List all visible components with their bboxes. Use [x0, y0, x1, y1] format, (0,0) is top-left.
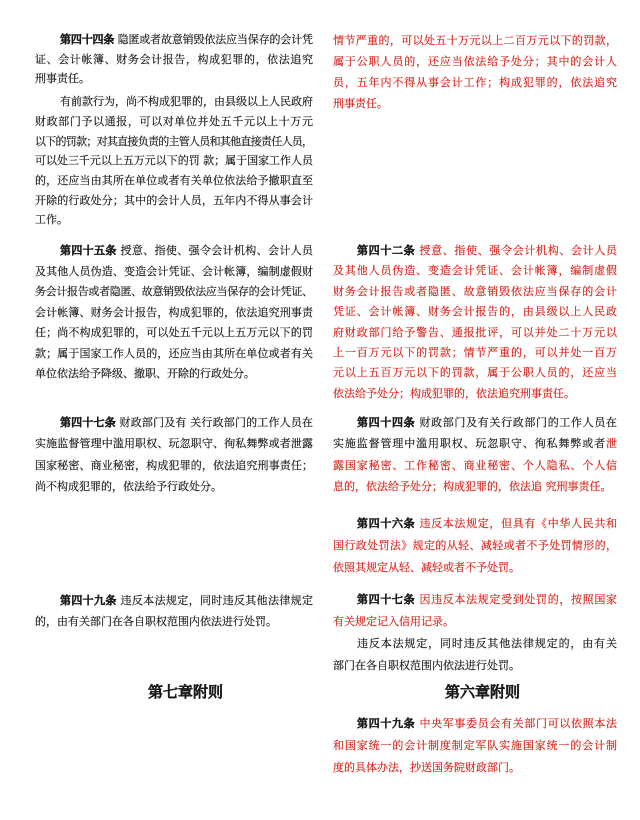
text-segment: 财政部门及有 关行政部门的工作人员在	[115, 416, 314, 429]
article-number: 第四十九条	[60, 593, 117, 607]
text-segment: 证、会计帐簿、财务会计报告，构成犯罪的，依法追究	[35, 52, 314, 66]
paragraph	[35, 412, 313, 497]
right-article-46	[333, 513, 617, 579]
text-segment: 以下的罚款；对其直接负责的主管人员和其他直接责任人员，	[35, 134, 313, 148]
paragraph	[333, 30, 617, 114]
left-article-45	[35, 241, 313, 385]
text-line	[35, 112, 313, 132]
paragraph	[333, 633, 617, 677]
changed-text: 中央军事委员会有关部门可以依照本法	[415, 717, 618, 730]
paragraph	[333, 513, 617, 579]
text-line	[35, 611, 313, 632]
paragraph	[333, 412, 617, 497]
left-article-49	[35, 590, 313, 632]
text-segment: 刑事责任。	[35, 72, 90, 86]
article-number: 第四十四条	[60, 33, 115, 46]
text-line	[35, 171, 313, 191]
text-segment: 务会计报告或者隐匿、故意销毁依法应当保存的会计凭证、	[35, 285, 313, 298]
text-line	[35, 50, 313, 70]
text-segment: 及其他人员伪造、变造会计凭证、会计帐簿，编制虚假财	[35, 264, 314, 278]
changed-text: 国行政处罚法》规定的从轻、减轻或者不予处罚情形的，	[333, 539, 618, 552]
text-line	[333, 384, 617, 404]
text-line	[35, 476, 313, 497]
right-article-44	[333, 412, 617, 497]
paragraph	[333, 241, 617, 404]
paragraph	[35, 590, 313, 632]
text-segment: 财政部门及有关行政部门的工作人员在	[415, 416, 618, 429]
text-line	[333, 557, 617, 579]
paragraph	[333, 713, 617, 779]
text-line	[357, 713, 617, 735]
text-line	[333, 611, 617, 633]
changed-text: 及其他人员伪造、变造会计凭证、会计帐簿，编制虚假	[333, 264, 618, 278]
article-number: 第四十七条	[60, 416, 116, 429]
text-line	[333, 735, 617, 757]
paragraph	[333, 589, 617, 633]
changed-text: 和国家统一的会计制度制定军队实施国家统一的会计制	[333, 739, 618, 752]
text-line	[35, 151, 313, 171]
text-line	[35, 210, 313, 230]
text-line	[35, 69, 313, 89]
text-line	[60, 30, 313, 50]
left-article-47	[35, 412, 313, 497]
changed-text: 凭证、会计帐簿、财务会计报告的，由县级以上人民政	[333, 305, 618, 319]
text-line	[35, 132, 313, 152]
text-segment: 会计帐簿、财务会计报告，构成犯罪的，依法追究刑事责	[35, 305, 314, 319]
text-segment: 授意、指使、强令会计机构、会计人员	[116, 244, 314, 257]
text-line	[35, 282, 313, 303]
paragraph	[35, 92, 313, 230]
text-line	[60, 412, 313, 433]
text-line	[333, 455, 617, 476]
text-line	[333, 535, 617, 557]
text-line	[333, 93, 617, 114]
changed-text: 府财政部门给予警告、通报批评，可以并处二十万元以	[333, 325, 618, 339]
text-line	[333, 72, 617, 93]
text-line	[333, 343, 617, 363]
text-line	[35, 433, 313, 454]
text-line	[35, 262, 313, 283]
changed-text: 属于公职人员的，还应当依法给予处分；其中的会计人	[333, 54, 618, 68]
text-segment: 开除的行政处分；其中的会计人员，五年内不得从事会计	[35, 193, 314, 207]
changed-text: 刑事责任。	[333, 96, 388, 110]
text-line	[35, 364, 313, 385]
changed-text: 授意、指使、强令会计机构、会计人员	[415, 244, 618, 257]
text-line	[333, 655, 617, 677]
text-line	[333, 282, 617, 302]
text-segment: 部门在各自职权范围内依法进行处罚。	[333, 659, 520, 672]
text-segment: 国家秘密、商业秘密，构成犯罪的，依法追究刑事责任；	[35, 458, 314, 472]
article-number: 第四十二条	[357, 244, 416, 257]
right-chapter-heading: 第六章附则	[445, 683, 521, 701]
text-line	[333, 323, 617, 343]
changed-text: 依法给予处分；构成犯罪的，依法追究刑事责任。	[333, 386, 575, 400]
text-line	[60, 590, 313, 611]
text-segment: 有前款行为，尚不构成犯罪的，由县级以上人民政府	[60, 95, 313, 109]
changed-text: 依照其规定从轻、减轻或者不予处罚。	[333, 561, 520, 574]
changed-text: 有关规定记入信用记录。	[333, 615, 454, 628]
text-segment: 隐匿或者故意销毁依法应当保存的会计凭	[114, 33, 313, 46]
text-line	[35, 303, 313, 324]
text-line	[357, 513, 617, 535]
text-segment: 财政部门予以通报，可以对单位并处五千元以上十万元	[35, 114, 314, 128]
text-line	[333, 51, 617, 72]
text-segment: 的，由有关部门在各自职权范围内依法进行处罚。	[35, 614, 277, 628]
text-line	[357, 412, 617, 433]
text-line	[357, 241, 617, 261]
changed-text: 度的具体办法，抄送国务院财政部门。	[333, 761, 520, 774]
right-article-49	[333, 713, 617, 779]
right-article-42	[333, 241, 617, 404]
right-continued-paragraph	[333, 30, 617, 114]
changed-text: 情节严重的，可以处五十万元以上二百万元以下的罚款，	[333, 33, 618, 47]
changed-text: 上一百万元以下的罚款；情节严重的，可以并处一百万	[333, 346, 618, 360]
text-line	[35, 344, 313, 365]
article-number: 第四十七条	[357, 593, 416, 606]
text-segment: 可以处三千元以上五万元以下的罚 款；属于国家工作人员	[35, 154, 313, 168]
changed-text: 员，五年内不得从事会计工作；构成犯罪的，依法追究	[333, 75, 618, 89]
text-line	[60, 92, 313, 112]
text-line	[35, 191, 313, 211]
article-number: 第四十九条	[357, 717, 416, 730]
text-line	[333, 302, 617, 322]
text-segment: 的，还应当由其所在单位或者有关单位依法给予撤职直至	[35, 173, 314, 187]
changed-text: 露国家秘密、工作秘密、商业秘密、个人隐私、个人信	[333, 458, 618, 472]
text-line	[35, 455, 313, 476]
text-line	[333, 261, 617, 281]
text-line	[333, 30, 617, 51]
paragraph	[35, 241, 313, 385]
text-line	[333, 363, 617, 383]
text-segment: 违反本法规定，同时违反其他法律规定的，由有关	[357, 637, 618, 650]
paragraph	[35, 30, 313, 89]
text-line	[357, 633, 617, 655]
text-segment: 尚不构成犯罪的，依法给予行政处分。	[35, 479, 222, 493]
text-line	[333, 476, 617, 497]
changed-text: 违反本法规定，但具有《中华人民共和	[415, 517, 618, 530]
text-line	[357, 589, 617, 611]
text-line	[60, 241, 313, 262]
changed-text: 财务会计报告或者隐匿、故意销毁依法应当保存的会计	[333, 284, 618, 298]
text-segment: 单位依法给予降级、撤职、开除的行政处分。	[35, 367, 255, 380]
changed-text: 息的，依法给予处分；构成犯罪的，依法追 究刑事责任。	[333, 479, 612, 493]
left-article-44	[35, 30, 313, 230]
text-segment: 违反本法规定，同时违反其他法律规定	[116, 593, 314, 607]
text-segment: 实施监督管理中滥用职权、玩忽职守、徇私舞弊或者泄露	[35, 437, 314, 451]
changed-text: 因违反本法规定受到处罚的，按照国家	[415, 593, 618, 606]
text-segment: 工作。	[35, 213, 68, 227]
article-number: 第四十六条	[357, 517, 416, 530]
article-number: 第四十四条	[357, 416, 416, 429]
text-line	[333, 757, 617, 779]
left-chapter-heading: 第七章附则	[148, 683, 224, 701]
text-segment: 款；属于国家工作人员的，还应当由其所在单位或者有关	[35, 346, 314, 360]
text-line	[333, 433, 617, 454]
changed-text: 元以上五百万元以下的罚款，属于公职人员的，还应当	[333, 366, 618, 380]
article-number: 第四十五条	[60, 244, 117, 257]
text-segment: 任；尚不构成犯罪的，可以处五千元以上五万元以下的罚	[35, 326, 314, 339]
text-segment: 实施监督管理中滥用职权、玩忽职守、徇私舞弊或者	[333, 437, 606, 451]
text-line	[35, 323, 313, 344]
changed-text: 泄	[606, 437, 618, 451]
right-article-47	[333, 589, 617, 677]
